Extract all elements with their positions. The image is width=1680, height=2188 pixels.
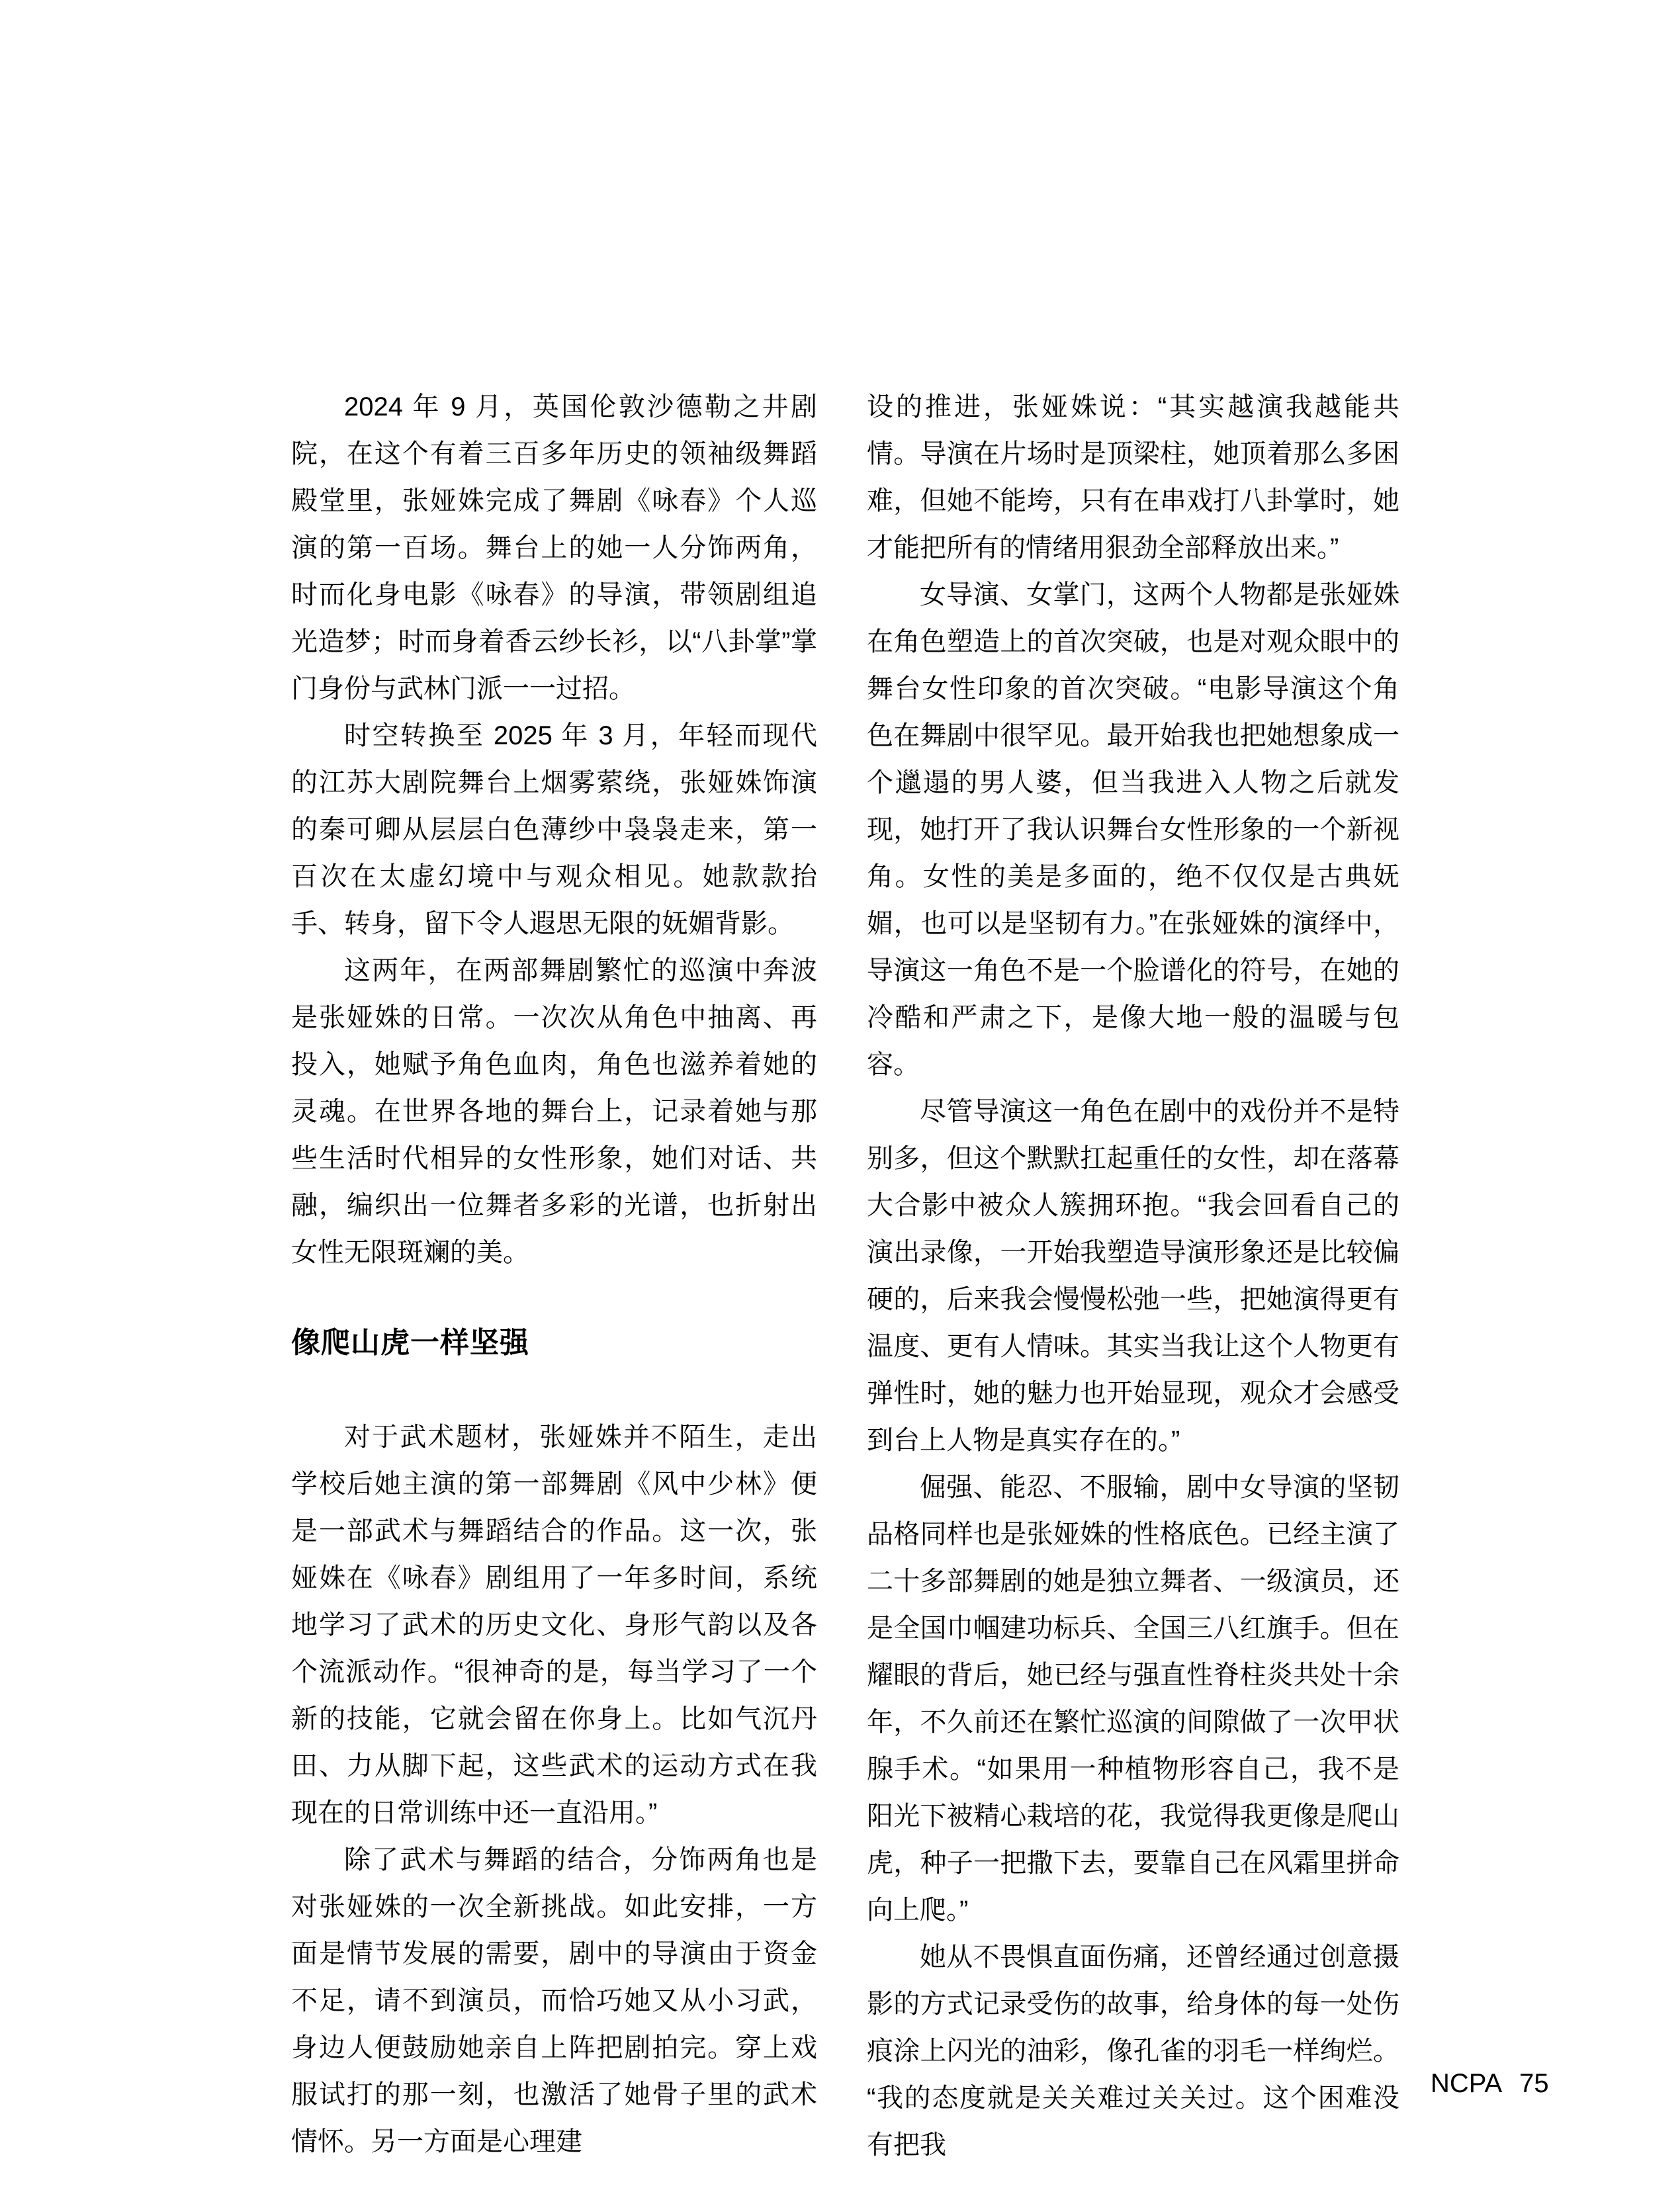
paragraph-london-100th-show: 2024 年 9 月，英国伦敦沙德勒之井剧院，在这个有着三百多年历史的领袖级舞蹈殿堂里，张娅姝完成了舞剧《咏春》个人巡演的第一百场。舞台上的她一人分饰两角，时而化身电影《咏春》的导演，带领剧组追光造梦；时而身着香云纱长衫，以“八卦掌”掌门身份与武林门派一一过招。	[291, 392, 817, 703]
paragraph-tenacity-and-illness: 倔强、能忍、不服输，剧中女导演的坚韧品格同样也是张娅姝的性格底色。已经主演了二十多部舞剧的她是独立舞者、一级演员，还是全国巾帼建功标兵、全国三八红旗手。但在耀眼的背后，她已经与强直性脊柱炎共处十余年，不久前还在繁忙巡演的间隙做了一次甲状腺手术。“如果用一种植物形容自己，我不是阳光下被精心栽培的花，我觉得我更像是爬山虎，种子一把撒下去，要靠自己在风霜里拼命向上爬。”	[867, 1473, 1399, 1925]
paragraph-director-role-warmth: 尽管导演这一角色在剧中的戏份并不是特别多，但这个默默扛起重任的女性，却在落幕大合影中被众人簇拥环抱。“我会回看自己的演出录像，一开始我塑造导演形象还是比较偏硬的，后来我会慢慢松弛一些，把她演得更有温度、更有人情味。其实当我让这个人物更有弹性时，她的魅力也开始显现，观众才会感受到台上人物是真实存在的。”	[867, 1097, 1399, 1455]
right-column	[867, 384, 1399, 2169]
paragraph-jiangsu-2025: 时空转换至 2025 年 3 月，年轻而现代的江苏大剧院舞台上烟雾萦绕，张娅姝饰演的秦可卿从层层白色薄纱中袅袅走来，第一百次在太虚幻境中与观众相见。她款款抬手、转身，留下令人遐思无限的妩媚背影。	[291, 721, 817, 938]
left-column	[291, 384, 817, 2169]
paragraph-two-years-touring: 这两年，在两部舞剧繁忙的巡演中奔波是张娅姝的日常。一次次从角色中抽离、再投入，她赋予角色血肉，角色也滋养着她的灵魂。在世界各地的舞台上，记录着她与那些生活时代相异的女性形象，她们对话、共融，编织出一位舞者多彩的光谱，也折射出女性无限斑斓的美。	[291, 956, 817, 1267]
section-heading: 像爬山虎一样坚强	[291, 1327, 529, 1359]
article-body	[291, 384, 1399, 2169]
paragraph-martial-arts-training: 对于武术题材，张娅姝并不陌生，走出学校后她主演的第一部舞剧《风中少林》便是一部武术与舞蹈结合的作品。这一次，张娅姝在《咏春》剧组用了一年多时间，系统地学习了武术的历史文化、身形气韵以及各个流派动作。“很神奇的是，每当学习了一个新的技能，它就会留在你身上。比如气沉丹田、力从脚下起，这些武术的运动方式在我现在的日常训练中还一直沿用。”	[291, 1422, 817, 1827]
paragraph-dual-roles-continued: 设的推进，张娅姝说：“其实越演我越能共情。导演在片场时是顶梁柱，她顶着那么多困难，但她不能垮，只有在串戏打八卦掌时，她才能把所有的情绪用狠劲全部释放出来。”	[867, 392, 1399, 562]
page-number: 75	[1519, 2069, 1549, 2098]
paragraph-facing-pain: 她从不畏惧直面伤痛，还曾经通过创意摄影的方式记录受伤的故事，给身体的每一处伤痕涂上闪光的油彩，像孔雀的羽毛一样绚烂。“我的态度就是关关难过关关过。这个困难没有把我	[867, 1943, 1399, 2160]
paragraph-dual-roles-challenge: 除了武术与舞蹈的结合，分饰两角也是对张娅姝的一次全新挑战。如此安排，一方面是情节发展的需要，剧中的导演由于资金不足，请不到演员，而恰巧她又从小习武，身边人便鼓励她亲自上阵把剧拍完。穿上戏服试打的那一刻，也激活了她骨子里的武术情怀。另一方面是心理建	[291, 1845, 817, 2156]
journal-name: NCPA	[1431, 2069, 1503, 2098]
paragraph-female-director-breakthrough: 女导演、女掌门，这两个人物都是张娅姝在角色塑造上的首次突破，也是对观众眼中的舞台女性印象的首次突破。“电影导演这个角色在舞剧中很罕见。最开始我也把她想象成一个邋遢的男人婆，但当我进入人物之后就发现，她打开了我认识舞台女性形象的一个新视角。女性的美是多面的，绝不仅仅是古典妩媚，也可以是坚韧有力。”在张娅姝的演绎中，导演这一角色不是一个脸谱化的符号，在她的冷酷和严肃之下，是像大地一般的温暖与包容。	[867, 580, 1399, 1079]
page-footer	[1431, 2069, 1549, 2098]
